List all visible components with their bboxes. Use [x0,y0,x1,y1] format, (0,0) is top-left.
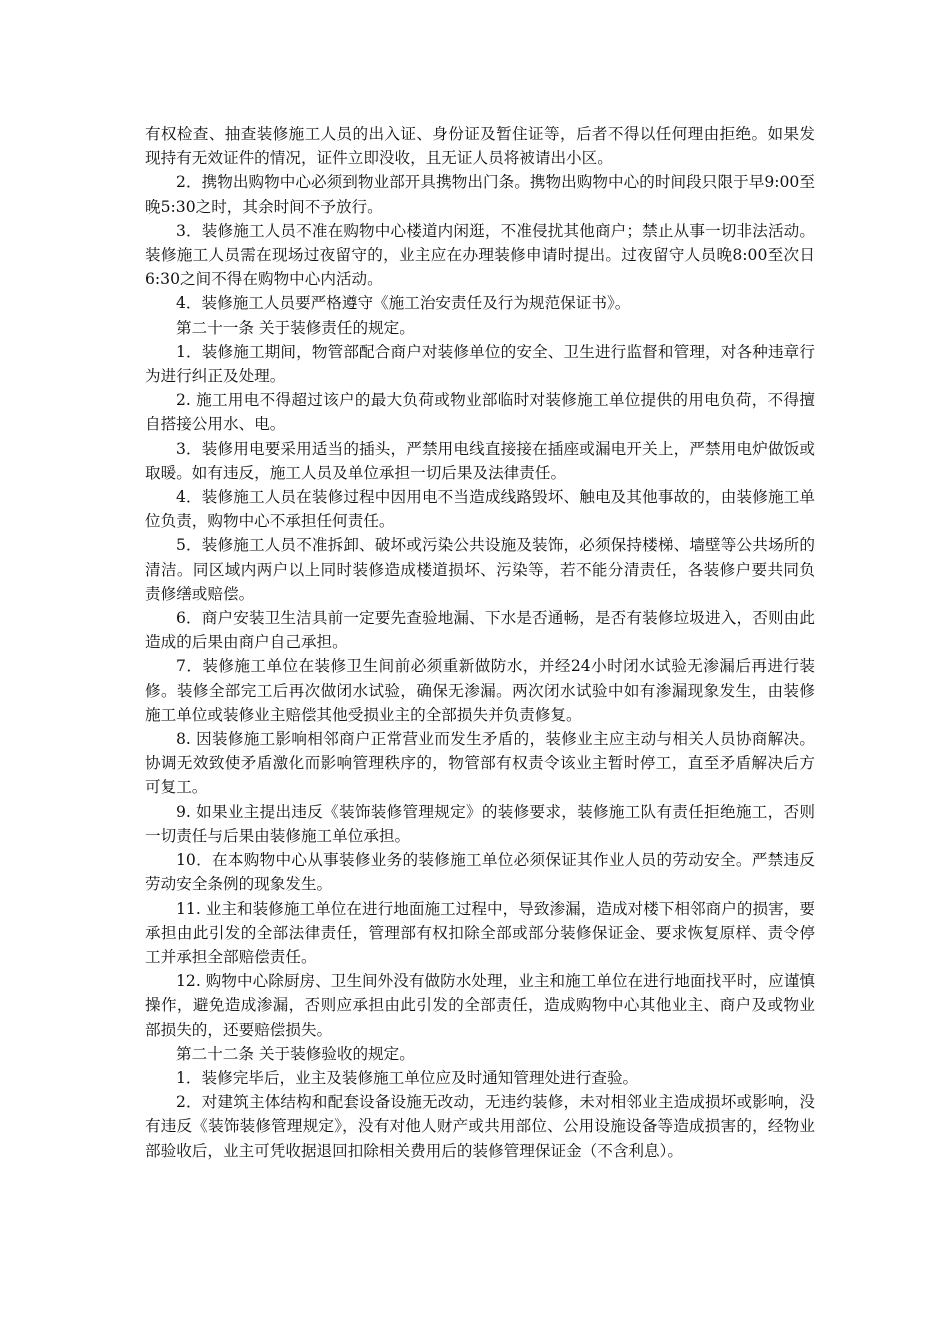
paragraph: 2．携物出购物中心必须到物业部开具携物出门条。携物出购物中心的时间段只限于早9:00至晚5:30之时，其余时间不予放行。 [145,173,815,216]
paragraph-continuation: 有权检查、抽查装修施工人员的出入证、身份证及暂住证等，后者不得以任何理由拒绝。如果发现持有无效证件的情况，证件立即没收，且无证人员将被请出小区。 [145,125,815,168]
paragraph: 1．装修施工期间，物管部配合商户对装修单位的安全、卫生进行监督和管理，对各种违章行为进行纠正及处理。 [145,342,815,386]
paragraph: 10．在本购物中心从事装修业务的装修施工单位必须保证其作业人员的劳动安全。严禁违反劳动安全条例的现象发生。 [145,851,815,894]
paragraph: 8. 因装修施工影响相邻商户正常营业而发生矛盾的，装修业主应主动与相关人员协商解决。协调无效致使矛盾激化而影响管理秩序的，物管部有权责令该业主暂时停工，直至矛盾解决后方可复工。 [145,730,815,797]
paragraph: 2. 施工用电不得超过该户的最大负荷或物业部临时对装修施工单位提供的用电负荷，不得擅自搭接公用水、电。 [145,391,815,434]
paragraph: 12. 购物中心除厨房、卫生间外没有做防水处理，业主和施工单位在进行地面找平时，应谨慎操作，避免造成渗漏，否则应承担由此引发的全部责任，造成购物中心其他业主、商户及或物业部损失的，还要赔偿损失。 [145,972,815,1039]
paragraph: 7．装修施工单位在装修卫生间前必须重新做防水，并经24小时闭水试验无渗漏后再进行装修。装修全部完工后再次做闭水试验，确保无渗漏。两次闭水试验中如有渗漏现象发生，由装修施工单位或装修业主赔偿其他受损业主的全部损失并负责修复。 [145,657,815,724]
paragraph: 6．商户安装卫生洁具前一定要先查验地漏、下水是否通畅，是否有装修垃圾进入，否则由此造成的后果由商户自己承担。 [145,609,815,652]
paragraph: 9. 如果业主提出违反《装饰装修管理规定》的装修要求，装修施工队有责任拒绝施工，否则一切责任与后果由装修施工单位承担。 [145,802,815,845]
paragraph: 11. 业主和装修施工单位在进行地面施工过程中，导致渗漏，造成对楼下相邻商户的损害，要承担由此引发的全部法律责任，管理部有权扣除全部或部分装修保证金、要求恢复原样、责令停工并承担全部赔偿责任。 [145,899,815,966]
paragraph: 3．装修用电要采用适当的插头，严禁用电线直接接在插座或漏电开关上，严禁用电炉做饭或取暖。如有违反，施工人员及单位承担一切后果及法律责任。 [145,439,815,482]
paragraph: 4．装修施工人员要严格遵守《施工治安责任及行为规范保证书》。 [176,294,631,313]
paragraph: 4．装修施工人员在装修过程中因用电不当造成线路毁坏、触电及其他事故的，由装修施工单位负责，购物中心不承担任何责任。 [145,488,815,531]
paragraph: 1．装修完毕后，业主及装修施工单位应及时通知管理处进行查验。 [176,1068,639,1087]
paragraph: 2．对建筑主体结构和配套设备设施无改动，无违约装修，未对相邻业主造成损坏或影响，没有违反《装饰装修管理规定》，没有对他人财产或共用部位、公用设施设备等造成损害的，经物业部验收后，业主可凭收据退回扣除相关费用后的装修管理保证金（不含利息）。 [145,1093,815,1160]
paragraph: 5．装修施工人员不准拆卸、破坏或污染公共设施及装饰，必须保持楼梯、墙壁等公共场所的清洁。同区域内两户以上同时装修造成楼道损坏、污染等，若不能分清责任，各装修户要共同负责修缮或赔偿。 [145,536,815,603]
article-heading: 第二十一条 关于装修责任的规定。 [176,318,415,337]
paragraph: 3．装修施工人员不准在购物中心楼道内闲逛，不准侵扰其他商户；禁止从事一切非法活动。装修施工人员需在现场过夜留守的，业主应在办理装修申请时提出。过夜留守人员晚8:00至次日6:30之间不得在购物中心内活动。 [145,221,815,289]
document-body [145,122,815,1163]
article-heading: 第二十二条 关于装修验收的规定。 [176,1044,415,1063]
